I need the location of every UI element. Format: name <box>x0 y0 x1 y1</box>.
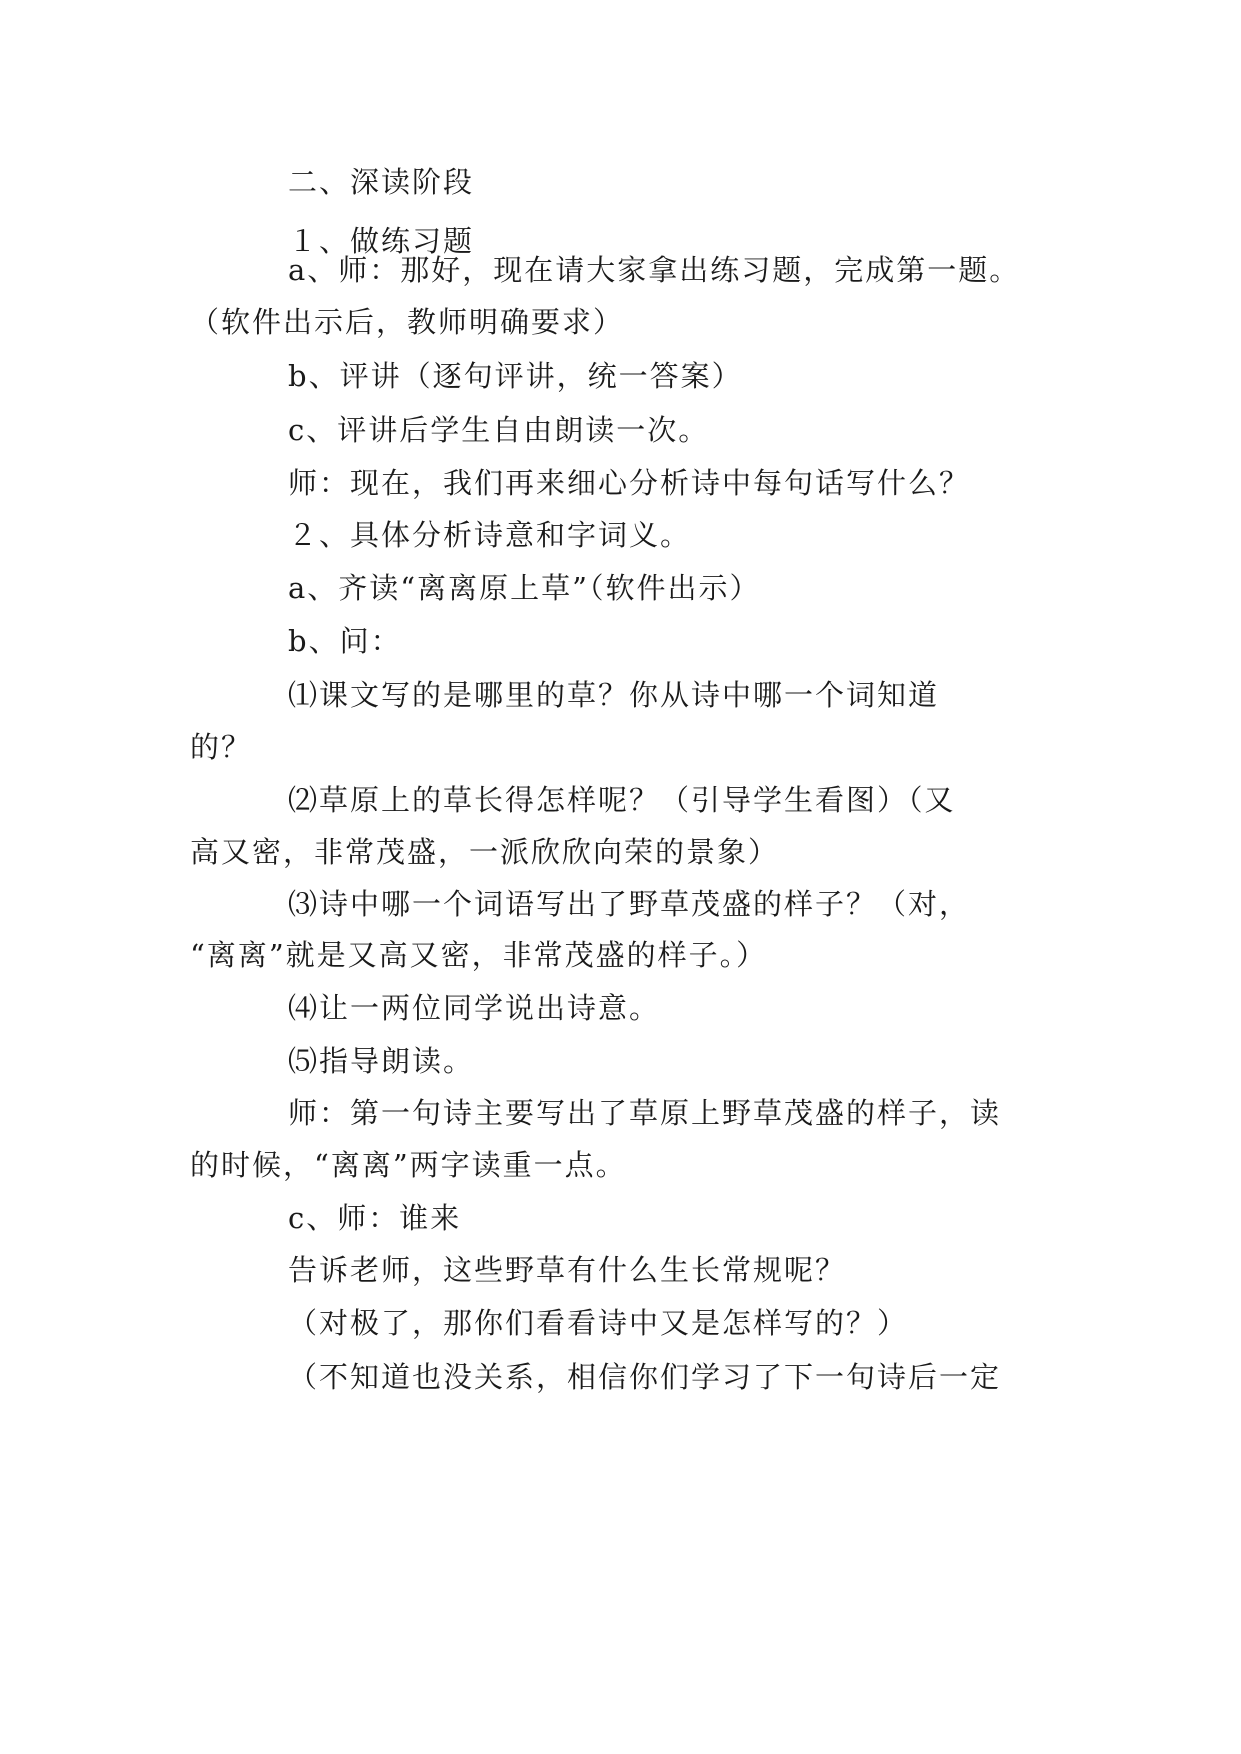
paragraph-line: 师：第一句诗主要写出了草原上野草茂盛的样子，读 <box>288 1096 1002 1130</box>
list-item-line: ⑷让一两位同学说出诗意。 <box>288 991 661 1025</box>
section-heading: 二、深读阶段 <box>288 165 475 199</box>
paragraph-line: （不知道也没关系，相信你们学习了下一句诗后一定 <box>288 1360 1002 1394</box>
list-item-line: ⑸指导朗读。 <box>288 1044 475 1078</box>
list-item-line: ⑶诗中哪一个词语写出了野草茂盛的样子？（对， <box>288 887 971 921</box>
paragraph-line: 告诉老师，这些野草有什么生长常规呢？ <box>288 1253 847 1287</box>
paragraph-line: （对极了，那你们看看诗中又是怎样写的？） <box>288 1306 909 1340</box>
paragraph-line: c、师：谁来 <box>288 1201 462 1235</box>
paragraph-line: c、评讲后学生自由朗读一次。 <box>288 413 710 447</box>
subsection-heading: １、做练习题 <box>288 224 475 258</box>
paragraph-line: b、评讲（逐句评讲，统一答案） <box>288 359 743 393</box>
paragraph-line: a、师：那好，现在请大家拿出练习题，完成第一题。 <box>288 253 1021 287</box>
list-item-line: “离离”就是又高又密，非常茂盛的样子。） <box>190 938 768 972</box>
list-item-line: ⑵草原上的草长得怎样呢？（引导学生看图）（又 <box>288 783 956 817</box>
paragraph-line: b、问： <box>288 624 402 658</box>
paragraph-line: 的时候，“离离”两字读重一点。 <box>190 1148 627 1182</box>
list-item-line: 的？ <box>190 730 253 764</box>
list-item-line: ⑴课文写的是哪里的草？你从诗中哪一个词知道 <box>288 678 940 712</box>
list-item-line: 高又密，非常茂盛，一派欣欣向荣的景象） <box>190 835 780 869</box>
paragraph-line: 师：现在，我们再来细心分析诗中每句话写什么？ <box>288 466 971 500</box>
subsection-heading: ２、具体分析诗意和字词义。 <box>288 518 692 552</box>
paragraph-line: （软件出示后，教师明确要求） <box>190 305 625 339</box>
paragraph-line: a、齐读“离离原上草”（软件出示） <box>288 571 761 605</box>
